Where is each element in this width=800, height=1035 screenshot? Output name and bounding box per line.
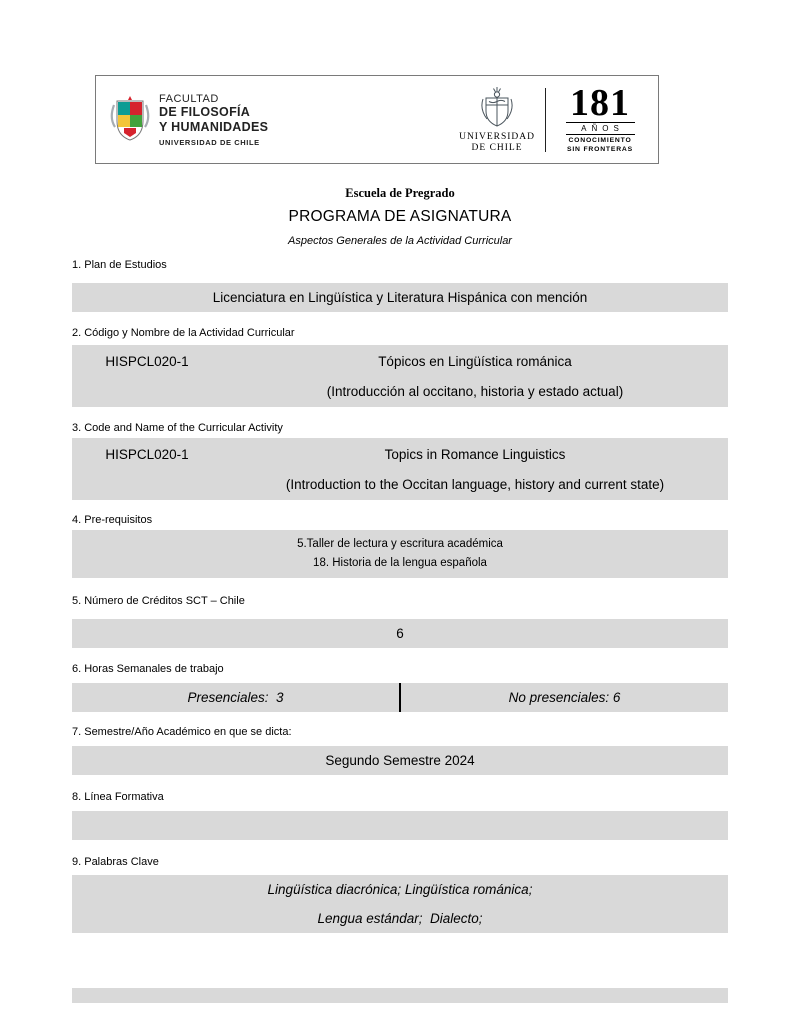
prerequisito-item: 18. Historia de la lengua española [313, 557, 487, 569]
logo-divider [545, 88, 546, 152]
course-name-es: Tópicos en Lingüística románica [378, 353, 572, 369]
course-name-es-block [72, 345, 728, 407]
section-label-prerequisitos: 4. Pre-requisitos [72, 514, 153, 526]
anniversary-slogan [567, 137, 633, 155]
semestre-value-bar [72, 746, 728, 775]
faculty-logo-text [159, 93, 268, 147]
university-logo [459, 81, 644, 155]
university-emblem-icon [477, 86, 517, 130]
faculty-logo [110, 93, 268, 147]
document-titles [0, 186, 800, 247]
palabras-clave-block [72, 875, 728, 933]
course-name-detail-row-es [72, 376, 728, 406]
university-name-line: DE CHILE [471, 142, 523, 153]
course-name-detail-en: (Introduction to the Occitan language, history and current state) [285, 476, 665, 492]
section-label-palabras-clave: 9. Palabras Clave [72, 856, 159, 868]
section-label-linea-formativa: 8. Línea Formativa [72, 791, 164, 803]
slogan-line: SIN FRONTERAS [567, 145, 633, 153]
page-title: PROGRAMA DE ASIGNATURA [288, 208, 512, 225]
palabras-clave-line: Lengua estándar; Dialecto; [317, 911, 483, 926]
university-name-line: UNIVERSIDAD [459, 131, 535, 142]
linea-formativa-value-bar [72, 811, 728, 840]
course-name-detail-es: (Introducción al occitano, historia y estado actual) [326, 383, 624, 399]
anniversary-logo [556, 81, 644, 155]
creditos-value-bar [72, 619, 728, 648]
course-code-name-row-en [72, 439, 728, 469]
horas-semanales-bar [72, 683, 728, 712]
anniversary-number: 181 [570, 81, 630, 124]
subtitle: Aspectos Generales de la Actividad Curricular [288, 235, 512, 247]
slogan-line: CONOCIMIENTO [568, 136, 632, 144]
section-label-semestre: 7. Semestre/Año Académico en que se dicta: [72, 726, 292, 738]
course-code-name-row-es [72, 346, 728, 376]
header-logo-band [95, 75, 659, 164]
section-label-code-name-en: 3. Code and Name of the Curricular Activity [72, 422, 283, 434]
school-title: Escuela de Pregrado [345, 186, 455, 200]
form-content [72, 256, 728, 933]
section-label-codigo-nombre: 2. Código y Nombre de la Actividad Curricular [72, 327, 295, 339]
faculty-name-line: DE FILOSOFÍA [159, 104, 251, 119]
plan-de-estudios-value-bar [72, 283, 728, 312]
prerequisito-item: 5.Taller de lectura y escritura académica [297, 538, 503, 550]
prerequisitos-block [72, 530, 728, 578]
faculty-name-line: Y HUMANIDADES [159, 119, 269, 134]
section-label-plan-de-estudios: 1. Plan de Estudios [72, 259, 167, 271]
course-name-en-block [72, 438, 728, 500]
horas-no-presenciales: No presenciales: 6 [508, 690, 621, 705]
faculty-word: FACULTAD [159, 92, 219, 105]
course-code-en: HISPCL020-1 [105, 446, 189, 462]
next-section-bar [72, 988, 728, 1003]
horas-presenciales: Presenciales: 3 [187, 690, 284, 705]
course-name-detail-row-en [72, 469, 728, 499]
university-name [459, 132, 535, 154]
section-label-horas-semanales: 6. Horas Semanales de trabajo [72, 663, 224, 675]
faculty-crest-icon [110, 95, 150, 145]
faculty-university-line: UNIVERSIDAD DE CHILE [159, 137, 260, 147]
plan-de-estudios-value: Licenciatura en Lingüística y Literatura Hispánica con mención [212, 290, 588, 305]
anniversary-years-label: AÑOS [566, 122, 635, 135]
course-name-en: Topics in Romance Linguistics [384, 446, 566, 462]
semestre-value: Segundo Semestre 2024 [325, 753, 475, 768]
course-code-es: HISPCL020-1 [105, 353, 189, 369]
creditos-value: 6 [396, 626, 404, 641]
university-emblem-block [459, 86, 535, 154]
palabras-clave-line: Lingüística diacrónica; Lingüística románica; [267, 882, 533, 897]
section-label-creditos: 5. Número de Créditos SCT – Chile [72, 595, 245, 607]
